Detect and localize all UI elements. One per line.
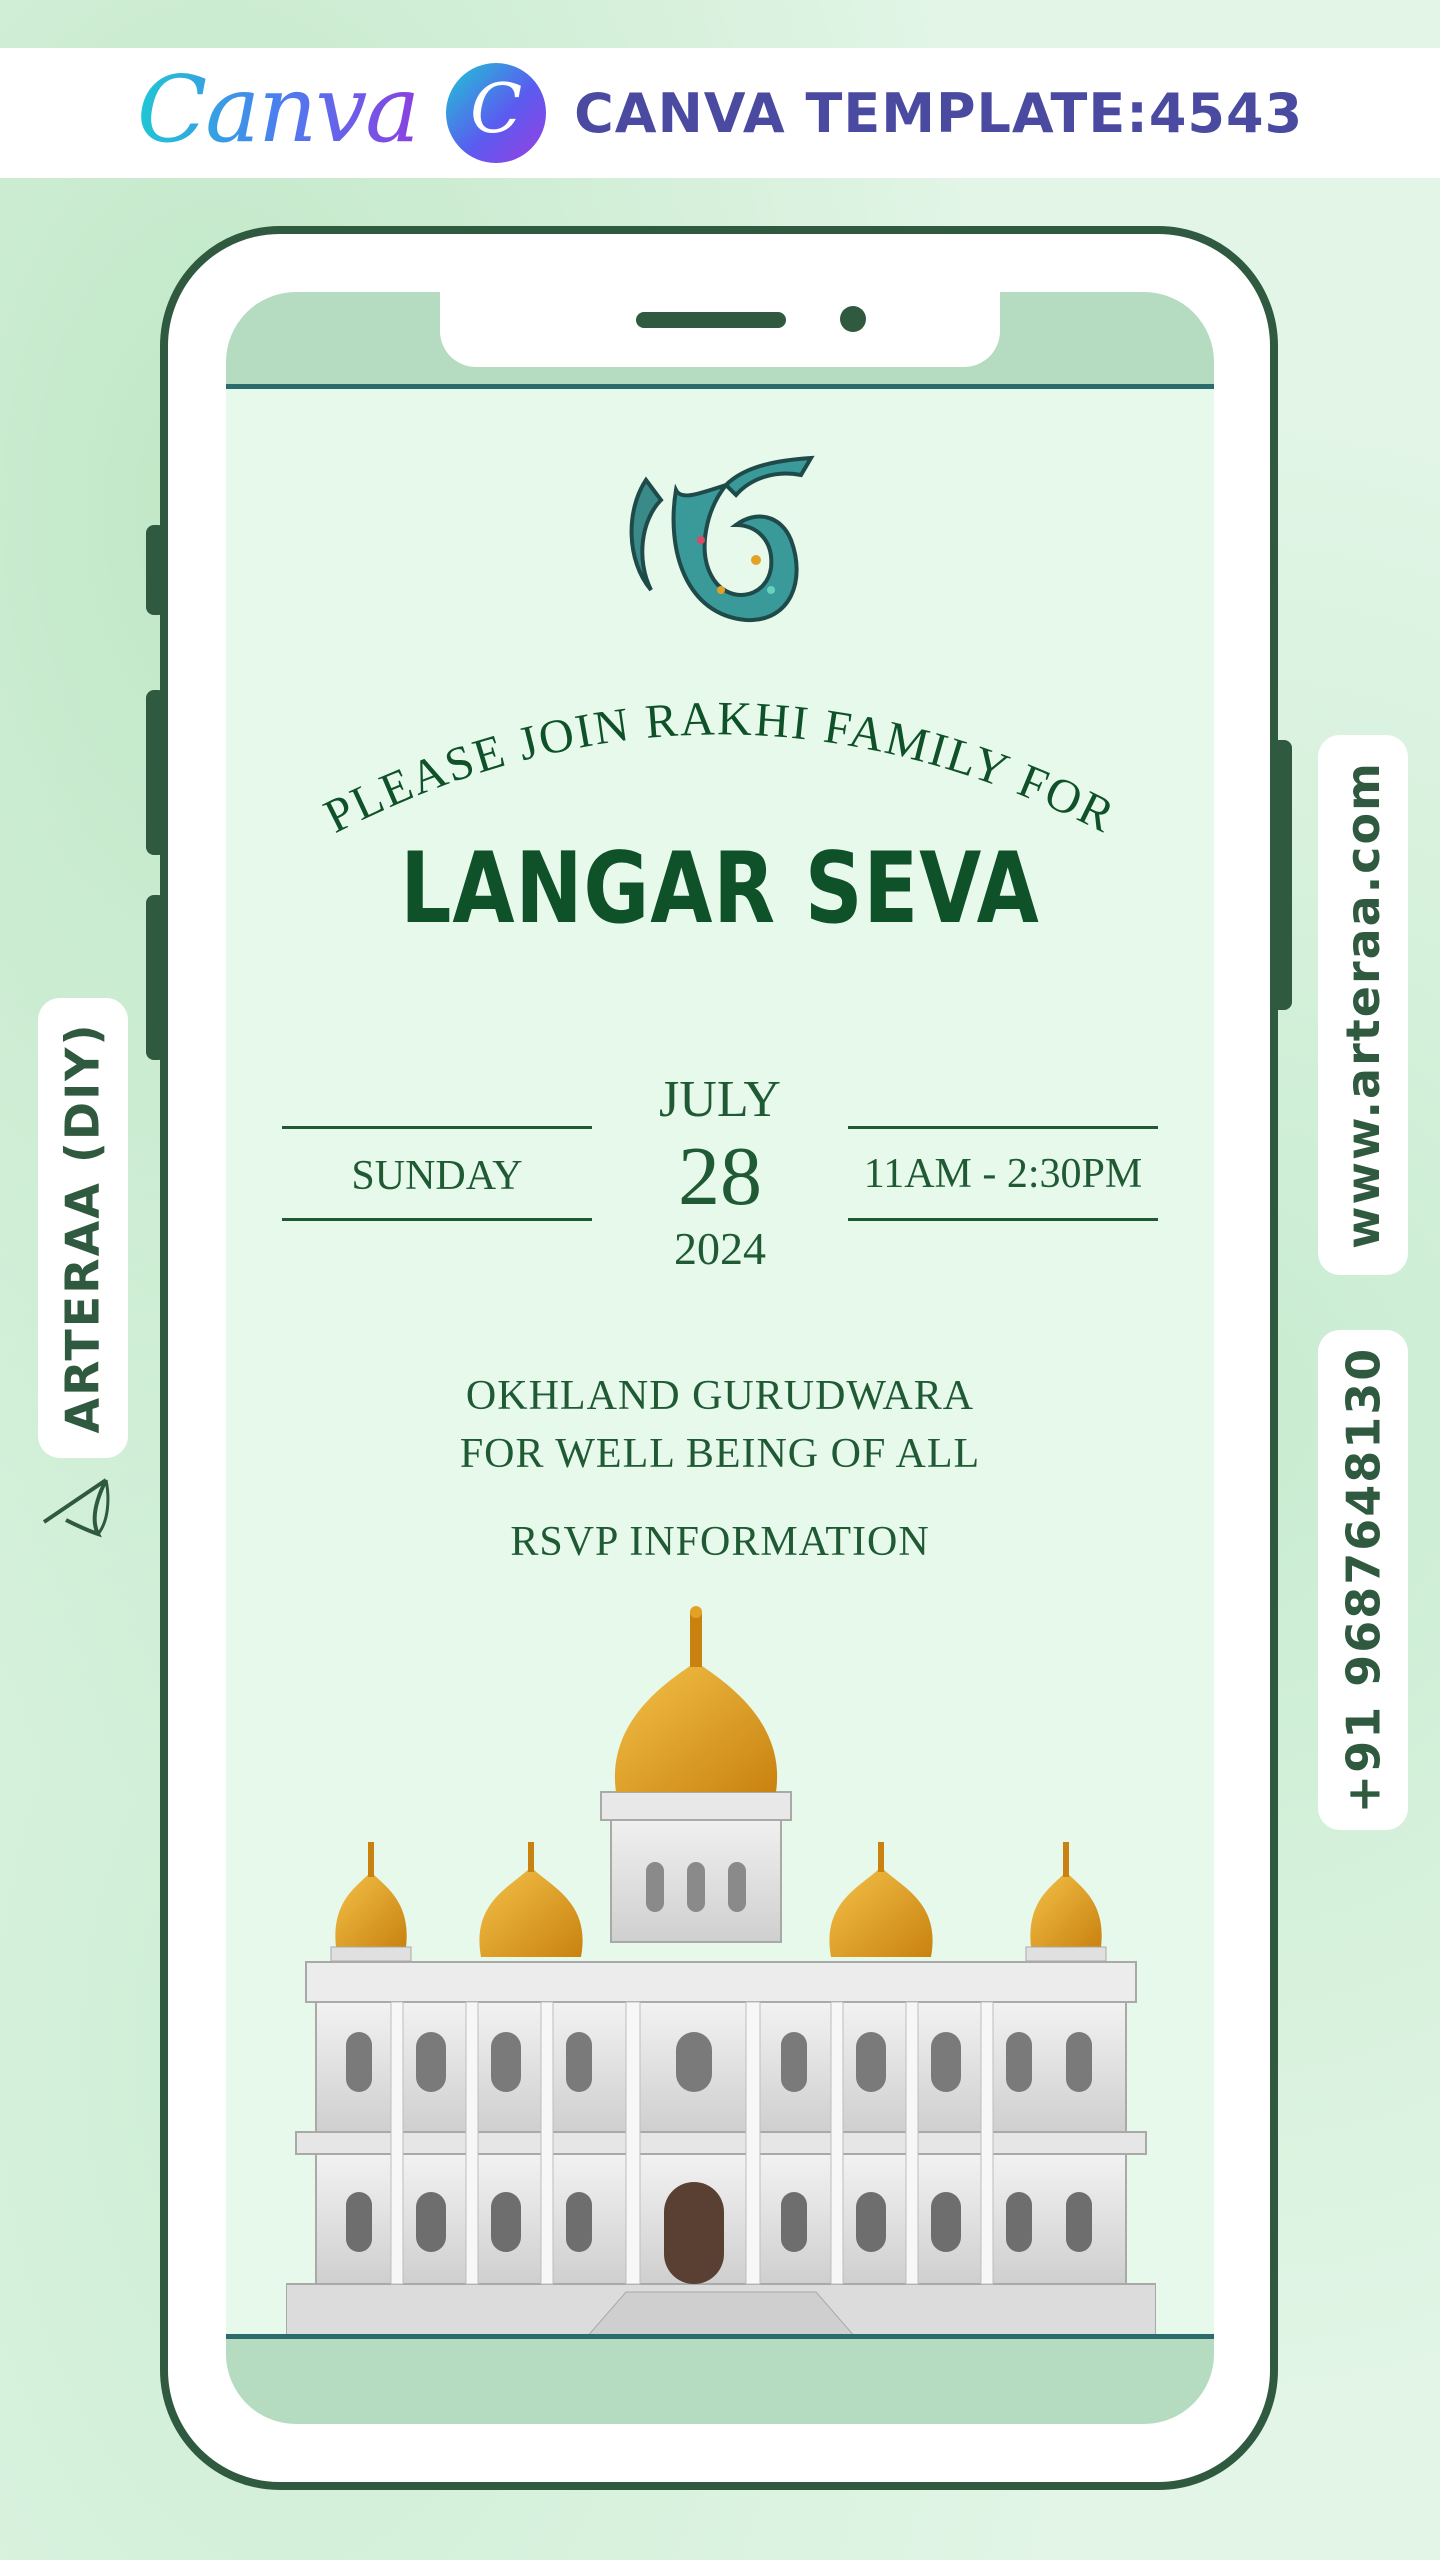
event-year: 2024: [674, 1223, 766, 1274]
canva-logo-text: Canva: [136, 55, 419, 163]
gurudwara-illustration: [286, 1602, 1156, 2338]
phone-notch: [440, 292, 1000, 367]
canva-badge-icon: [446, 63, 546, 163]
venue-purpose: FOR WELL BEING OF ALL: [459, 1431, 981, 1477]
screen-bottom-band: [226, 2339, 1214, 2424]
khanda-icon: [606, 440, 826, 640]
arc-heading: [270, 632, 1170, 852]
speaker-icon: [636, 312, 786, 328]
website-url[interactable]: www.arteraa.com: [1336, 761, 1391, 1249]
divider: [282, 1126, 592, 1129]
event-date: 28: [678, 1130, 762, 1223]
template-label: CANVA TEMPLATE:4543: [574, 81, 1304, 145]
phone-side-label[interactable]: [1318, 1330, 1408, 1830]
event-day: SUNDAY: [351, 1153, 523, 1199]
brand-name: ARTERAA (DIY): [56, 1022, 110, 1434]
arc-heading-text: PLEASE JOIN RAKHI FAMILY FOR: [316, 692, 1124, 844]
rsvp-link[interactable]: RSVP INFORMATION: [510, 1519, 930, 1565]
leaf-logo-icon: [36, 1470, 116, 1540]
canva-badge-letter: C: [470, 70, 523, 149]
divider: [226, 384, 1214, 389]
svg-text:PLEASE JOIN RAKHI FAMILY FOR: [316, 692, 1124, 843]
event-time: 11AM - 2:30PM: [863, 1151, 1143, 1197]
camera-icon: [840, 306, 866, 332]
divider: [848, 1126, 1158, 1129]
canva-banner: [0, 48, 1440, 178]
brand-side-label: [38, 998, 128, 1458]
venue-name: OKHLAND GURUDWARA: [465, 1373, 975, 1419]
divider: [848, 1218, 1158, 1221]
event-month: JULY: [659, 1071, 781, 1128]
phone-number[interactable]: +91 9687648130: [1336, 1346, 1391, 1814]
website-side-label[interactable]: [1318, 735, 1408, 1275]
divider: [282, 1218, 592, 1221]
invitation-screen: [226, 292, 1214, 2424]
event-title: LANGAR SEVA: [400, 832, 1040, 946]
